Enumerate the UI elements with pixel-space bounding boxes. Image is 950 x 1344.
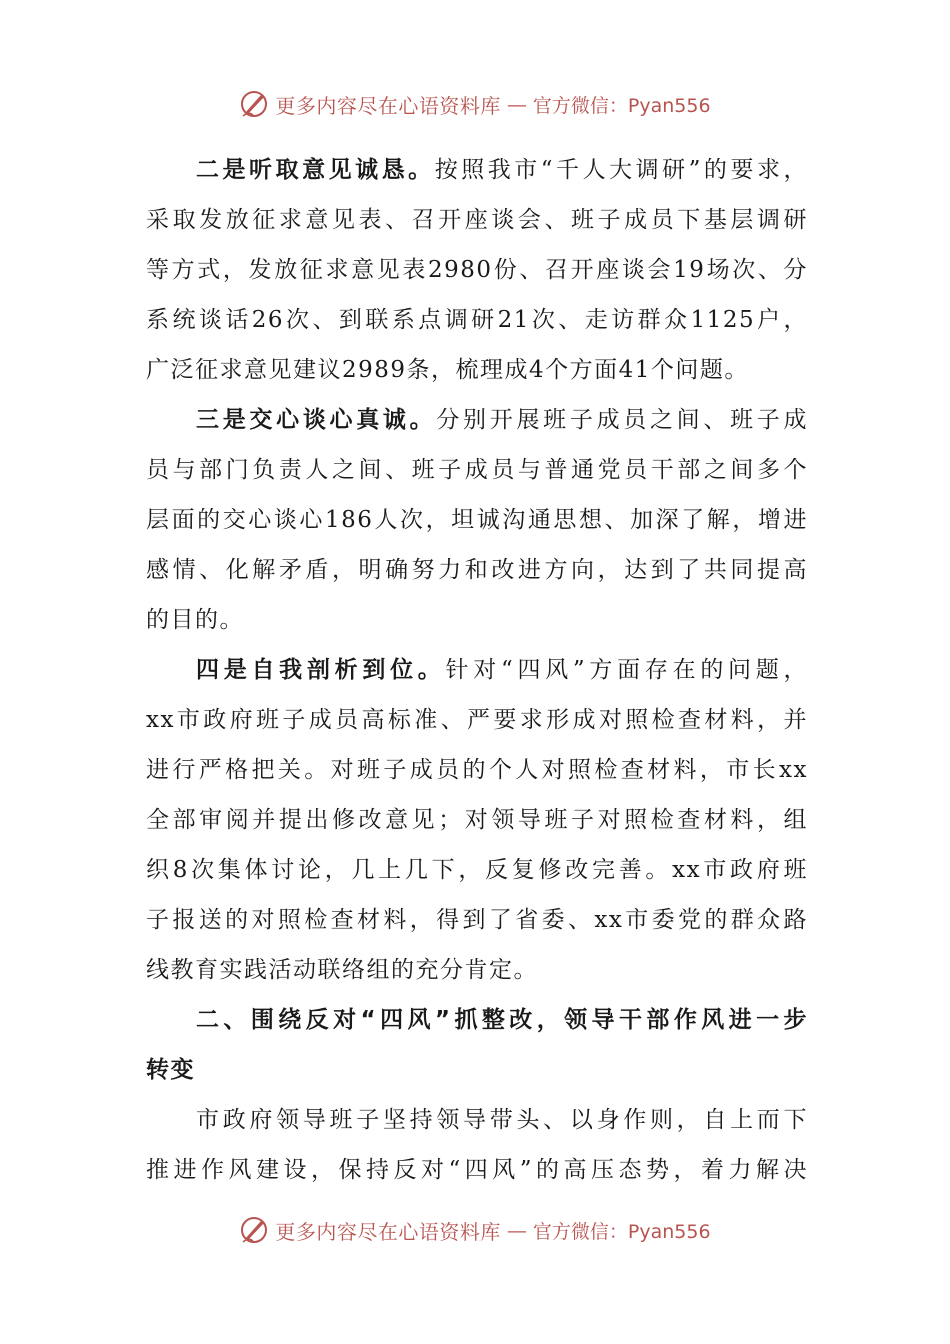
watermark-separator: — bbox=[506, 92, 527, 116]
paragraph-line: 子报送的对照检查材料，得到了省委、xx市委党的群众路 bbox=[146, 907, 808, 933]
paragraph-line: 等方式，发放征求意见表2980份、召开座谈会19场次、分 bbox=[146, 257, 808, 283]
paragraph-line: 全部审阅并提出修改意见；对领导班子对照检查材料，组 bbox=[146, 807, 808, 833]
paragraph-line: 进行严格把关。对班子成员的个人对照检查材料，市长xx bbox=[146, 757, 808, 783]
watermark-wechat: 官方微信：Pyan556 bbox=[532, 94, 711, 117]
paragraph-line: 感情、化解矛盾，明确努力和改进方向，达到了共同提高 bbox=[146, 557, 808, 583]
paragraph-line: 织8次集体讨论，几上几下，反复修改完善。xx市政府班 bbox=[146, 857, 808, 883]
paragraph-line: 系统谈话26次、到联系点调研21次、走访群众1125户， bbox=[146, 307, 808, 333]
header-watermark bbox=[0, 84, 950, 124]
paragraph-line: 三是交心谈心真诚。分别开展班子成员之间、班子成 bbox=[196, 407, 809, 433]
paragraph-line: 广泛征求意见建议2989条，梳理成4个方面41个问题。 bbox=[146, 357, 749, 383]
watermark-separator: — bbox=[506, 1218, 527, 1242]
watermark-brand: 更多内容尽在心语资料库 bbox=[275, 93, 501, 118]
footer-watermark bbox=[0, 1210, 950, 1250]
paragraph-line: 采取发放征求意见表、召开座谈会、班子成员下基层调研 bbox=[146, 207, 808, 233]
paragraph-line: 员与部门负责人之间、班子成员与普通党员干部之间多个 bbox=[146, 457, 808, 483]
watermark-wechat: 官方微信：Pyan556 bbox=[532, 1220, 711, 1243]
paragraph-line: 线教育实践活动联络组的充分肯定。 bbox=[146, 957, 538, 983]
section-heading-continued: 转变 bbox=[146, 1057, 195, 1083]
quill-logo-icon bbox=[239, 89, 269, 119]
paragraph-line: 层面的交心谈心186人次，坦诚沟通思想、加深了解，增进 bbox=[146, 507, 808, 533]
paragraph-line: 市政府领导班子坚持领导带头、以身作则，自上而下 bbox=[196, 1107, 808, 1133]
watermark-brand: 更多内容尽在心语资料库 bbox=[275, 1219, 501, 1244]
paragraph-lead: 三是交心谈心真诚。 bbox=[196, 407, 437, 433]
quill-logo-icon bbox=[239, 1215, 269, 1245]
paragraph-lead: 四是自我剖析到位。 bbox=[196, 657, 446, 683]
section-heading: 二、围绕反对“四风”抓整改，领导干部作风进一步 bbox=[196, 1007, 808, 1033]
paragraph-line: 推进作风建设，保持反对“四风”的高压态势，着力解决 bbox=[146, 1157, 808, 1183]
paragraph-lead: 二是听取意见诚恳。 bbox=[196, 157, 435, 183]
document-body bbox=[146, 145, 808, 1195]
paragraph-line: 的目的。 bbox=[146, 607, 244, 633]
paragraph-line: 二是听取意见诚恳。按照我市“千人大调研”的要求， bbox=[196, 157, 808, 183]
paragraph-line: 四是自我剖析到位。针对“四风”方面存在的问题， bbox=[196, 657, 808, 683]
paragraph-line: xx市政府班子成员高标准、严要求形成对照检查材料，并 bbox=[146, 707, 808, 733]
